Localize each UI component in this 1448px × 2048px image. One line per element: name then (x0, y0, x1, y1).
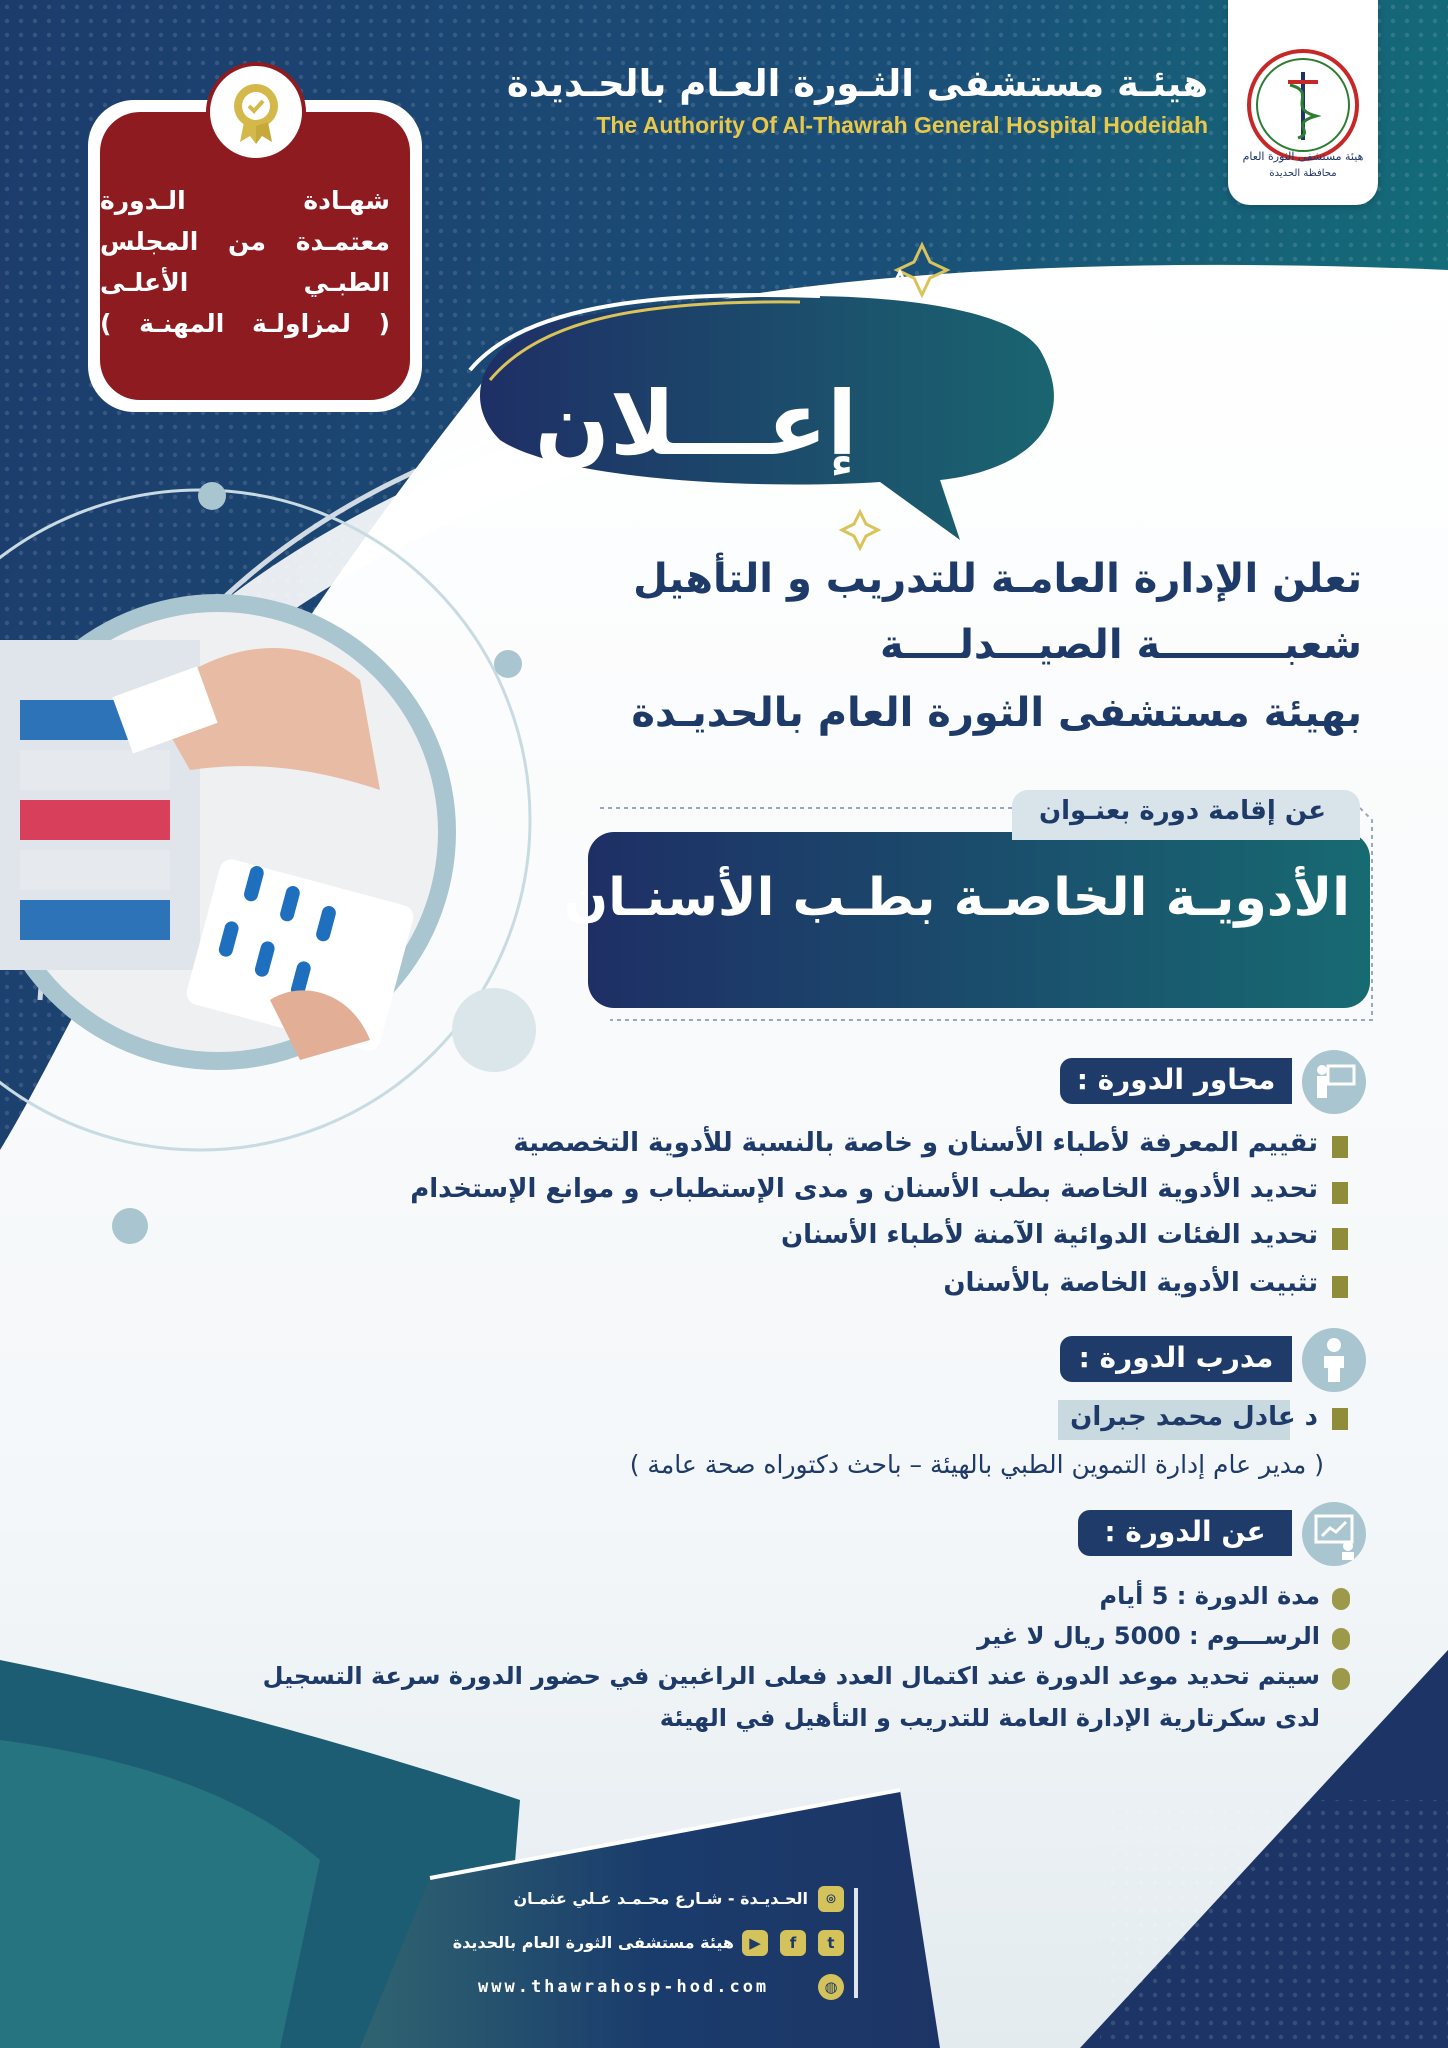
axes-heading: محاور الدورة : (1060, 1058, 1292, 1104)
bullet (1332, 1276, 1348, 1298)
announcement-title: إعـــلان (534, 372, 858, 475)
about-note-line2: لدى سكرتارية الإدارة العامة للتدريب و التأهيل في الهيئة (659, 1704, 1320, 1732)
certificate-line: ( لمزاولـة المهنـة ) (100, 309, 390, 338)
bullet (1332, 1408, 1348, 1430)
intro-line: شعبـــــــــة الصيـــدلــــة (879, 622, 1362, 668)
axes-item: تحديد الفئات الدوائية الآمنة لأطباء الأسنان (780, 1220, 1318, 1250)
hospital-name-en: The Authority Of Al-Thawrah General Hospital Hodeidah (596, 112, 1208, 138)
bullet (1332, 1588, 1350, 1610)
footer-social: هيئة مستشفى الثورة العام بالحديدة (452, 1933, 734, 1952)
certificate-text (100, 180, 390, 344)
bullet (1332, 1136, 1348, 1158)
youtube-icon[interactable]: ▶ (742, 1930, 768, 1956)
trainer-name: د عادل محمد جبران (1070, 1402, 1318, 1432)
certificate-line: معتمـدة من المجلس (100, 227, 390, 256)
certificate-line: شهـادة الـدورة (100, 186, 390, 215)
bullet (1332, 1228, 1348, 1250)
presenter-icon (1302, 1502, 1366, 1566)
axes-item: تثبيت الأدوية الخاصة بالأسنان (943, 1268, 1318, 1298)
intro-line: بهيئة مستشفى الثورة العام بالحديـدة (631, 690, 1362, 736)
course-subtitle: عن إقامة دورة بعنـوان (1038, 796, 1326, 826)
bullet (1332, 1182, 1348, 1204)
axes-item: تقييم المعرفة لأطباء الأسنان و خاصة بالنسبة للأدوية التخصصية (513, 1128, 1318, 1158)
footer-website[interactable]: www.thawrahosp-hod.com (478, 1977, 770, 1997)
facebook-icon[interactable]: f (780, 1930, 806, 1956)
footer-divider (854, 1888, 858, 1998)
about-duration: مدة الدورة : 5 أيام (1099, 1582, 1320, 1610)
about-fees: الرســـوم : 5000 ريال لا غير (977, 1622, 1320, 1650)
footer-address: الحـديـدة - شـارع محـمـد عـلي عثمـان (513, 1889, 808, 1908)
location-icon: ⌾ (818, 1886, 844, 1912)
trainer-heading: مدرب الدورة : (1060, 1336, 1292, 1382)
globe-icon: ◍ (818, 1974, 844, 2000)
board-icon (1302, 1050, 1366, 1114)
axes-item: تحديد الأدوية الخاصة بطب الأسنان و مدى الإستطباب و موانع الإستخدام (410, 1174, 1318, 1204)
course-title: الأدويـة الخاصـة بطـب الأسنـان (563, 868, 1350, 928)
logo-text: هيئة مستشفى الثورة العام (1242, 150, 1364, 163)
intro-line: تعلن الإدارة العامـة للتدريب و التأهيل (633, 556, 1362, 602)
hospital-name-ar: هيئـة مستشفى الثـورة العـام بالحـديدة (506, 62, 1208, 105)
certificate-line: الطبـي الأعلـى (100, 268, 390, 297)
bullet (1332, 1628, 1350, 1650)
twitter-icon[interactable]: t (818, 1930, 844, 1956)
about-note-line1: سيتم تحديد موعد الدورة عند اكتمال العدد فعلى الراغبين في حضور الدورة سرعة التسجيل (262, 1662, 1320, 1690)
about-heading: عن الدورة : (1078, 1510, 1292, 1556)
person-icon (1302, 1328, 1366, 1392)
trainer-description: ( مدير عام إدارة التموين الطبي بالهيئة – باحث دكتوراه صحة عامة ) (629, 1450, 1324, 1479)
bullet (1332, 1668, 1350, 1690)
logo-subtext: محافظة الحديدة (1269, 168, 1337, 179)
award-seal-icon (206, 62, 306, 162)
logo-card (1228, 0, 1378, 205)
